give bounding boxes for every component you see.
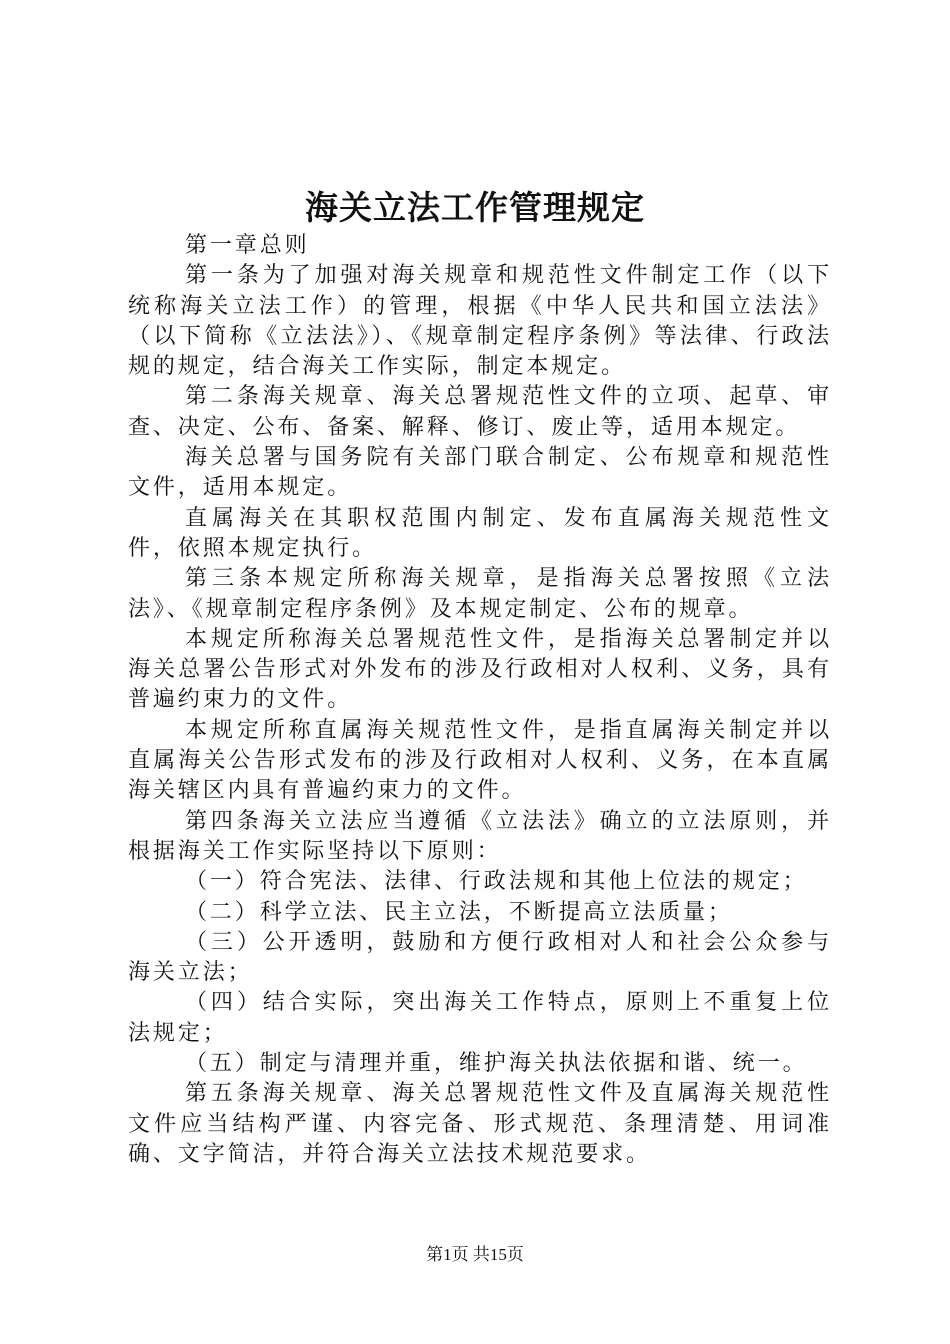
document-body	[128, 231, 832, 1170]
body-paragraph: 第三条本规定所称海关规章，是指海关总署按照《立法法》、《规章制定程序条例》及本规定制定、公布的规章。	[128, 566, 832, 622]
document-title: 海关立法工作管理规定	[305, 188, 645, 227]
list-item: （四）结合实际，突出海关工作特点，原则上不重复上位法规定；	[128, 990, 832, 1046]
body-paragraph: 本规定所称直属海关规范性文件，是指直属海关制定并以直属海关公告形式发布的涉及行政相对人权利、义务，在本直属海关辖区内具有普遍约束力的文件。	[128, 717, 832, 804]
body-paragraph: 第二条海关规章、海关总署规范性文件的立项、起草、审查、决定、公布、备案、解释、修订、废止等，适用本规定。	[128, 384, 832, 440]
list-item: （三）公开透明，鼓励和方便行政相对人和社会公众参与海关立法；	[128, 929, 832, 986]
page-number-footer: 第1页 共15页	[426, 1245, 524, 1264]
body-paragraph: 第一条为了加强对海关规章和规范性文件制定工作（以下统称海关立法工作）的管理，根据《中华人民共和国立法法》（以下简称《立法法》）、《规章制定程序条例》等法律、行政法规的规定，结合海关工作实际，制定本规定。	[128, 263, 832, 380]
body-paragraph: 海关总署与国务院有关部门联合制定、公布规章和规范性文件，适用本规定。	[128, 445, 832, 501]
body-paragraph: 直属海关在其职权范围内制定、发布直属海关规范性文件，依照本规定执行。	[128, 505, 832, 561]
chapter-heading: 第一章总则	[185, 233, 310, 258]
list-item: （五）制定与清理并重，维护海关执法依据和谐、统一。	[185, 1051, 808, 1077]
list-item: （一）符合宪法、法律、行政法规和其他上位法的规定；	[185, 869, 808, 895]
body-paragraph: 第四条海关立法应当遵循《立法法》确立的立法原则，并根据海关工作实际坚持以下原则：	[128, 808, 832, 864]
body-paragraph: 第五条海关规章、海关总署规范性文件及直属海关规范性文件应当结构严谨、内容完备、形式规范、条理清楚、用词准确、文字简洁，并符合海关立法技术规范要求。	[128, 1081, 832, 1167]
body-paragraph: 本规定所称海关总署规范性文件，是指海关总署制定并以海关总署公告形式对外发布的涉及行政相对人权利、义务，具有普遍约束力的文件。	[128, 626, 832, 713]
list-item: （二）科学立法、民主立法，不断提高立法质量；	[185, 899, 733, 925]
